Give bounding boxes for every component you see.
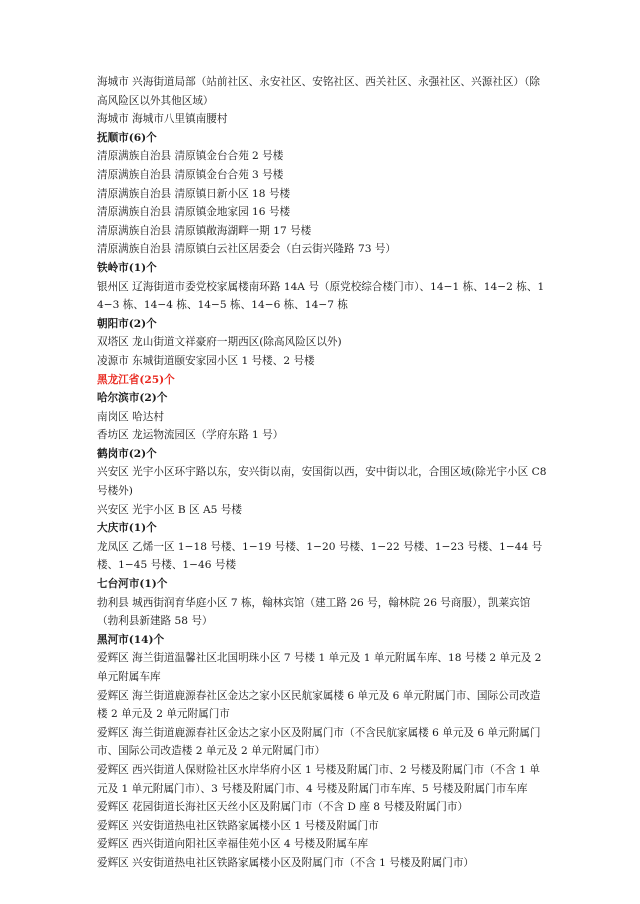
entry-line: 双塔区 龙山街道文祥豪府一期西区(除高风险区以外) — [97, 336, 342, 349]
entry-line: 龙凤区 乙烯一区 1−18 号楼、1−19 号楼、1−20 号楼、1−22 号楼、1−23 号楼、1−44 号楼、1−45 号楼、1−46 号楼 — [97, 540, 543, 572]
entry-line: 爱辉区 海兰街道鹿源春社区金达之家小区及附属门市（不含民航家属楼 6 单元及 6 单元附属门市、国际公司改造楼 2 单元及 2 单元附属门市） — [97, 726, 541, 758]
entry-line: 海城市 兴海街道局部（站前社区、永安社区、安铭社区、西关社区、永强社区、兴源社区）（除高风险区以外其他区域） — [97, 76, 541, 107]
province-heading: 黑龙江省(25)个 — [97, 373, 175, 386]
entry-line: 清原满族自治县 清原镇日新小区 18 号楼 — [97, 187, 291, 200]
city-heading: 哈尔滨市(2)个 — [97, 392, 168, 405]
entry-line: 清原满族自治县 清原镇金台合苑 3 号楼 — [97, 168, 284, 181]
city-heading: 抚顺市(6)个 — [97, 131, 157, 144]
document-body — [97, 73, 549, 873]
entry-line: 爱辉区 西兴街道向阳社区幸福佳苑小区 4 号楼及附属车库 — [97, 838, 369, 851]
entry-line: 凌源市 东城街道颐安家园小区 1 号楼、2 号楼 — [97, 354, 315, 367]
entry-line: 兴安区 光宇小区环宇路以东，安兴街以南，安国街以西，安中街以北，合围区域(除光宇小区 C8 号楼外) — [97, 466, 547, 498]
entry-line: 清原满族自治县 清原镇敞海湖畔一期 17 号楼 — [97, 224, 312, 237]
city-heading: 大庆市(1)个 — [97, 522, 157, 535]
entry-line: 清原满族自治县 清原镇金台合苑 2 号楼 — [97, 150, 284, 163]
entry-line: 爱辉区 西兴街道人保财险社区水岸华府小区 1 号楼及附属门市、2 号楼及附属门市（不含 1 单元及 1 单元附属门市）、3 号楼及附属门市、4 号楼及附属门市车库、5 号楼及附属门市车库 — [97, 763, 540, 795]
entry-line: 清原满族自治县 清原镇白云社区居委会（白云街兴隆路 73 号） — [97, 243, 397, 256]
entry-line: 南岗区 哈达村 — [97, 410, 164, 423]
entry-line: 爱辉区 兴安街道热电社区铁路家属楼小区及附属门市（不含 1 号楼及附属门市） — [97, 856, 475, 869]
entry-line: 海城市 海城市八里镇南腰村 — [97, 113, 228, 126]
city-heading: 黑河市(14)个 — [97, 633, 165, 646]
entry-line: 银州区 辽海街道市委党校家属楼南环路 14A 号（原党校综合楼门市）、14−1 栋、14−2 栋、14−3 栋、14−4 栋、14−5 栋、14−6 栋、14−7 栋 — [97, 280, 545, 312]
city-heading: 鹤岗市(2)个 — [97, 447, 157, 460]
entry-line: 爱辉区 海兰街道鹿源春社区金达之家小区民航家属楼 6 单元及 6 单元附属门市、国际公司改造楼 2 单元及 2 单元附属门市 — [97, 689, 541, 721]
entry-line: 清原满族自治县 清原镇金地家园 16 号楼 — [97, 206, 291, 219]
entry-line: 香坊区 龙运物流园区（学府东路 1 号） — [97, 429, 284, 442]
city-heading: 七台河市(1)个 — [97, 578, 168, 591]
city-heading: 朝阳市(2)个 — [97, 317, 157, 330]
entry-line: 兴安区 光宇小区 B 区 A5 号楼 — [97, 503, 242, 516]
city-heading: 铁岭市(1)个 — [97, 261, 157, 274]
entry-line: 勃利县 城西街润育华庭小区 7 栋，翰林宾馆（建工路 26 号，翰林院 26 号商服），凯莱宾馆（勃利县新建路 58 号） — [97, 596, 531, 628]
entry-line: 爱辉区 兴安街道热电社区铁路家属楼小区 1 号楼及附属门市 — [97, 819, 379, 832]
entry-line: 爱辉区 海兰街道温馨社区北国明珠小区 7 号楼 1 单元及 1 单元附属车库、18 号楼 2 单元及 2 单元附属车库 — [97, 652, 542, 683]
entry-line: 爱辉区 花园街道长海社区天丝小区及附属门市（不含 D 座 8 号楼及附属门市） — [97, 801, 469, 814]
